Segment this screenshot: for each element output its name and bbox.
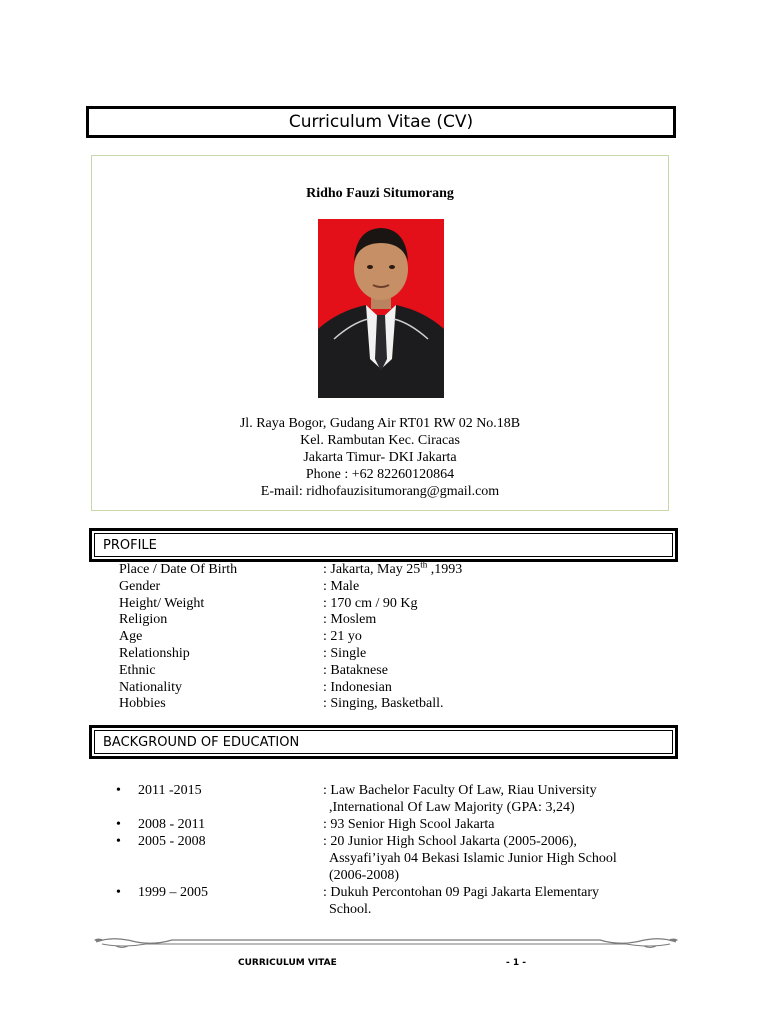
education-item bbox=[116, 816, 676, 833]
education-line: : 93 Senior High Scool Jakarta bbox=[323, 817, 495, 832]
education-item bbox=[116, 782, 676, 816]
profile-value: : Singing, Basketball. bbox=[323, 696, 444, 712]
education-line: ,International Of Law Majority (GPA: 3,24) bbox=[329, 800, 575, 815]
bullet-icon: • bbox=[116, 885, 121, 900]
email-line: E-mail: ridhofauzisitumorang@gmail.com bbox=[260, 484, 500, 499]
footer-ornament-divider bbox=[92, 934, 680, 950]
education-years: 2011 -2015 bbox=[138, 783, 202, 798]
profile-label: Religion bbox=[119, 612, 168, 628]
header-card bbox=[91, 155, 669, 511]
bullet-icon: • bbox=[116, 817, 121, 832]
profile-value: : 170 cm / 90 Kg bbox=[323, 595, 418, 611]
education-line: Assyafi’iyah 04 Bekasi Islamic Junior High School bbox=[329, 851, 617, 866]
education-line: : Dukuh Percontohan 09 Pagi Jakarta Elementary bbox=[323, 885, 600, 900]
phone-line: Phone : +62 82260120864 bbox=[305, 467, 455, 482]
address-line: Jakarta Timur- DKI Jakarta bbox=[303, 450, 457, 465]
bullet-icon: • bbox=[116, 834, 121, 849]
profile-value: : 21 yo bbox=[323, 629, 362, 645]
footer-page-number: - 1 - bbox=[506, 958, 526, 968]
education-list bbox=[116, 782, 676, 918]
profile-value: : Single bbox=[323, 645, 367, 661]
education-line: : 20 Junior High School Jakarta (2005-2006), bbox=[323, 834, 577, 849]
education-years: 1999 – 2005 bbox=[138, 885, 208, 900]
education-description bbox=[323, 816, 676, 833]
profile-value: : Moslem bbox=[323, 612, 377, 628]
profile-label: Nationality bbox=[119, 679, 182, 695]
profile-value: : Jakarta, May 25th ,1993 bbox=[323, 559, 463, 577]
education-heading: BACKGROUND OF EDUCATION bbox=[94, 730, 673, 754]
profile-value: : Bataknese bbox=[323, 662, 388, 678]
education-description bbox=[323, 884, 676, 918]
cv-title bbox=[86, 106, 676, 138]
profile-photo bbox=[318, 219, 444, 398]
education-years: 2008 - 2011 bbox=[138, 817, 206, 832]
profile-label: Place / Date Of Birth bbox=[119, 562, 238, 577]
profile-heading: PROFILE bbox=[94, 533, 673, 557]
profile-value: : Indonesian bbox=[323, 679, 392, 695]
profile-label: Height/ Weight bbox=[119, 595, 205, 611]
profile-label: Relationship bbox=[119, 645, 190, 661]
education-years: 2005 - 2008 bbox=[138, 834, 206, 849]
education-description bbox=[323, 833, 676, 884]
cv-title-text: Curriculum Vitae (CV) bbox=[288, 112, 474, 132]
profile-label: Ethnic bbox=[119, 662, 156, 678]
profile-label: Age bbox=[119, 629, 143, 645]
address-line: Jl. Raya Bogor, Gudang Air RT01 RW 02 No.18B bbox=[239, 416, 521, 431]
education-line: : Law Bachelor Faculty Of Law, Riau University bbox=[323, 783, 597, 798]
person-name: Ridho Fauzi Situmorang bbox=[306, 186, 454, 201]
education-section-header bbox=[89, 725, 678, 759]
address-line: Kel. Rambutan Kec. Ciracas bbox=[300, 433, 460, 448]
profile-label: Gender bbox=[119, 578, 161, 594]
profile-value: : Male bbox=[323, 578, 360, 594]
education-line: (2006-2008) bbox=[329, 868, 399, 883]
profile-section-header bbox=[89, 528, 678, 562]
education-description bbox=[323, 782, 676, 816]
contact-address bbox=[92, 415, 668, 500]
education-item bbox=[116, 833, 676, 884]
profile-label: Hobbies bbox=[119, 696, 166, 712]
bullet-icon: • bbox=[116, 783, 121, 798]
education-item bbox=[116, 884, 676, 918]
footer-document-title: CURRICULUM VITAE bbox=[238, 958, 337, 968]
education-line: School. bbox=[329, 902, 372, 917]
portrait-image bbox=[318, 219, 444, 398]
